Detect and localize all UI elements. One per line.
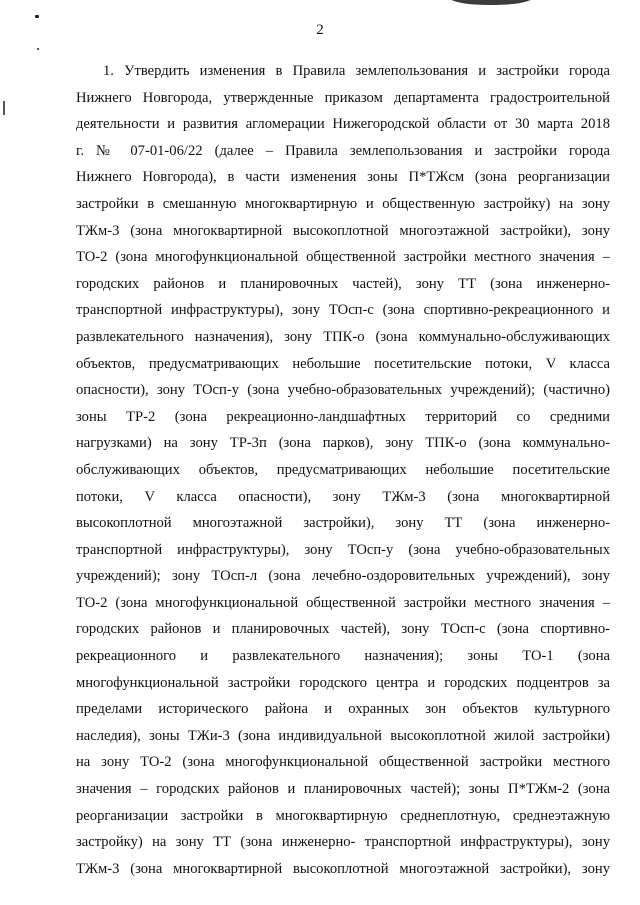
- text-line: реорганизации застройки в многоквартирную среднеплотную, среднеэтажную: [76, 807, 610, 824]
- page-number: 2: [316, 22, 324, 38]
- text-line: городских районов и планировочных частей), зону ТОсп-с (зона спортивно-: [76, 621, 610, 638]
- text-line: многофункциональной застройки городского центра и городских подцентров за: [76, 674, 610, 691]
- text-line: рекреационного и развлекательного назначения); зоны ТО-1 (зона: [76, 648, 610, 665]
- text-line: застройку) на зону ТТ (зона инженерно- транспортной инфраструктуры), зону: [76, 834, 610, 851]
- scan-smudge: [450, 0, 532, 5]
- document-body: [76, 58, 610, 882]
- text-line: ТО-2 (зона многофункциональной общественной застройки местного значения –: [76, 249, 610, 266]
- text-line: Нижнего Новгорода), в части изменения зоны П*ТЖсм (зона реорганизации: [76, 169, 610, 186]
- text-line: г. № 07-01-06/22 (далее – Правила землепользования и застройки города: [76, 142, 610, 159]
- text-line: транспортной инфраструктуры), зону ТОсп-у (зона учебно-образовательных: [76, 541, 610, 558]
- text-line: застройки в смешанную многоквартирную и общественную застройку) на зону: [76, 195, 610, 212]
- text-line: наследия), зоны ТЖи-3 (зона индивидуальной высокоплотной жилой застройки): [76, 727, 610, 744]
- text-line: Нижнего Новгорода, утвержденные приказом департамента градостроительной: [76, 89, 610, 106]
- scan-speck: [35, 15, 39, 18]
- text-line: учреждений); зону ТОсп-л (зона лечебно-оздоровительных учреждений), зону: [76, 568, 610, 585]
- text-line: высокоплотной многоэтажной застройки), зону ТТ (зона инженерно-: [76, 515, 610, 532]
- text-line: развлекательного назначения), зону ТПК-о (зона коммунально-обслуживающих: [76, 328, 610, 345]
- text-line: городских районов и планировочных частей), зону ТТ (зона инженерно-: [76, 275, 610, 292]
- text-line: на зону ТО-2 (зона многофункциональной общественной застройки местного: [76, 754, 610, 771]
- text-line: потоки, V класса опасности), зону ТЖм-3 (зона многоквартирной: [76, 488, 610, 505]
- text-line: транспортной инфраструктуры), зону ТОсп-с (зона спортивно-рекреационного и: [76, 302, 610, 319]
- text-line: значения – городских районов и планировочных частей); зоны П*ТЖм-2 (зона: [76, 781, 610, 798]
- text-line: зоны ТР-2 (зона рекреационно-ландшафтных территорий со средними: [76, 408, 610, 425]
- text-line: опасности), зону ТОсп-у (зона учебно-образовательных учреждений); (частично): [76, 382, 610, 399]
- text-line: ТЖм-3 (зона многоквартирной высокоплотной многоэтажной застройки), зону: [76, 222, 610, 239]
- text-line: деятельности и развития агломерации Нижегородской области от 30 марта 2018: [76, 116, 610, 133]
- text-line: ТО-2 (зона многофункциональной общественной застройки местного значения –: [76, 594, 610, 611]
- text-line: ТЖм-3 (зона многоквартирной высокоплотной многоэтажной застройки), зону: [76, 860, 610, 877]
- scan-edge-mark: [3, 101, 5, 115]
- text-line: 1. Утвердить изменения в Правила землепользования и застройки города: [103, 63, 610, 79]
- text-line: объектов, предусматривающих небольшие посетительские потоки, V класса: [76, 355, 610, 372]
- text-line: нагрузками) на зону ТР-3п (зона парков), зону ТПК-о (зона коммунально-: [76, 435, 610, 452]
- scan-speck: [37, 48, 39, 50]
- text-line: обслуживающих объектов, предусматривающих небольшие посетительские: [76, 461, 610, 478]
- text-line: пределами исторического района и охранных зон объектов культурного: [76, 701, 610, 718]
